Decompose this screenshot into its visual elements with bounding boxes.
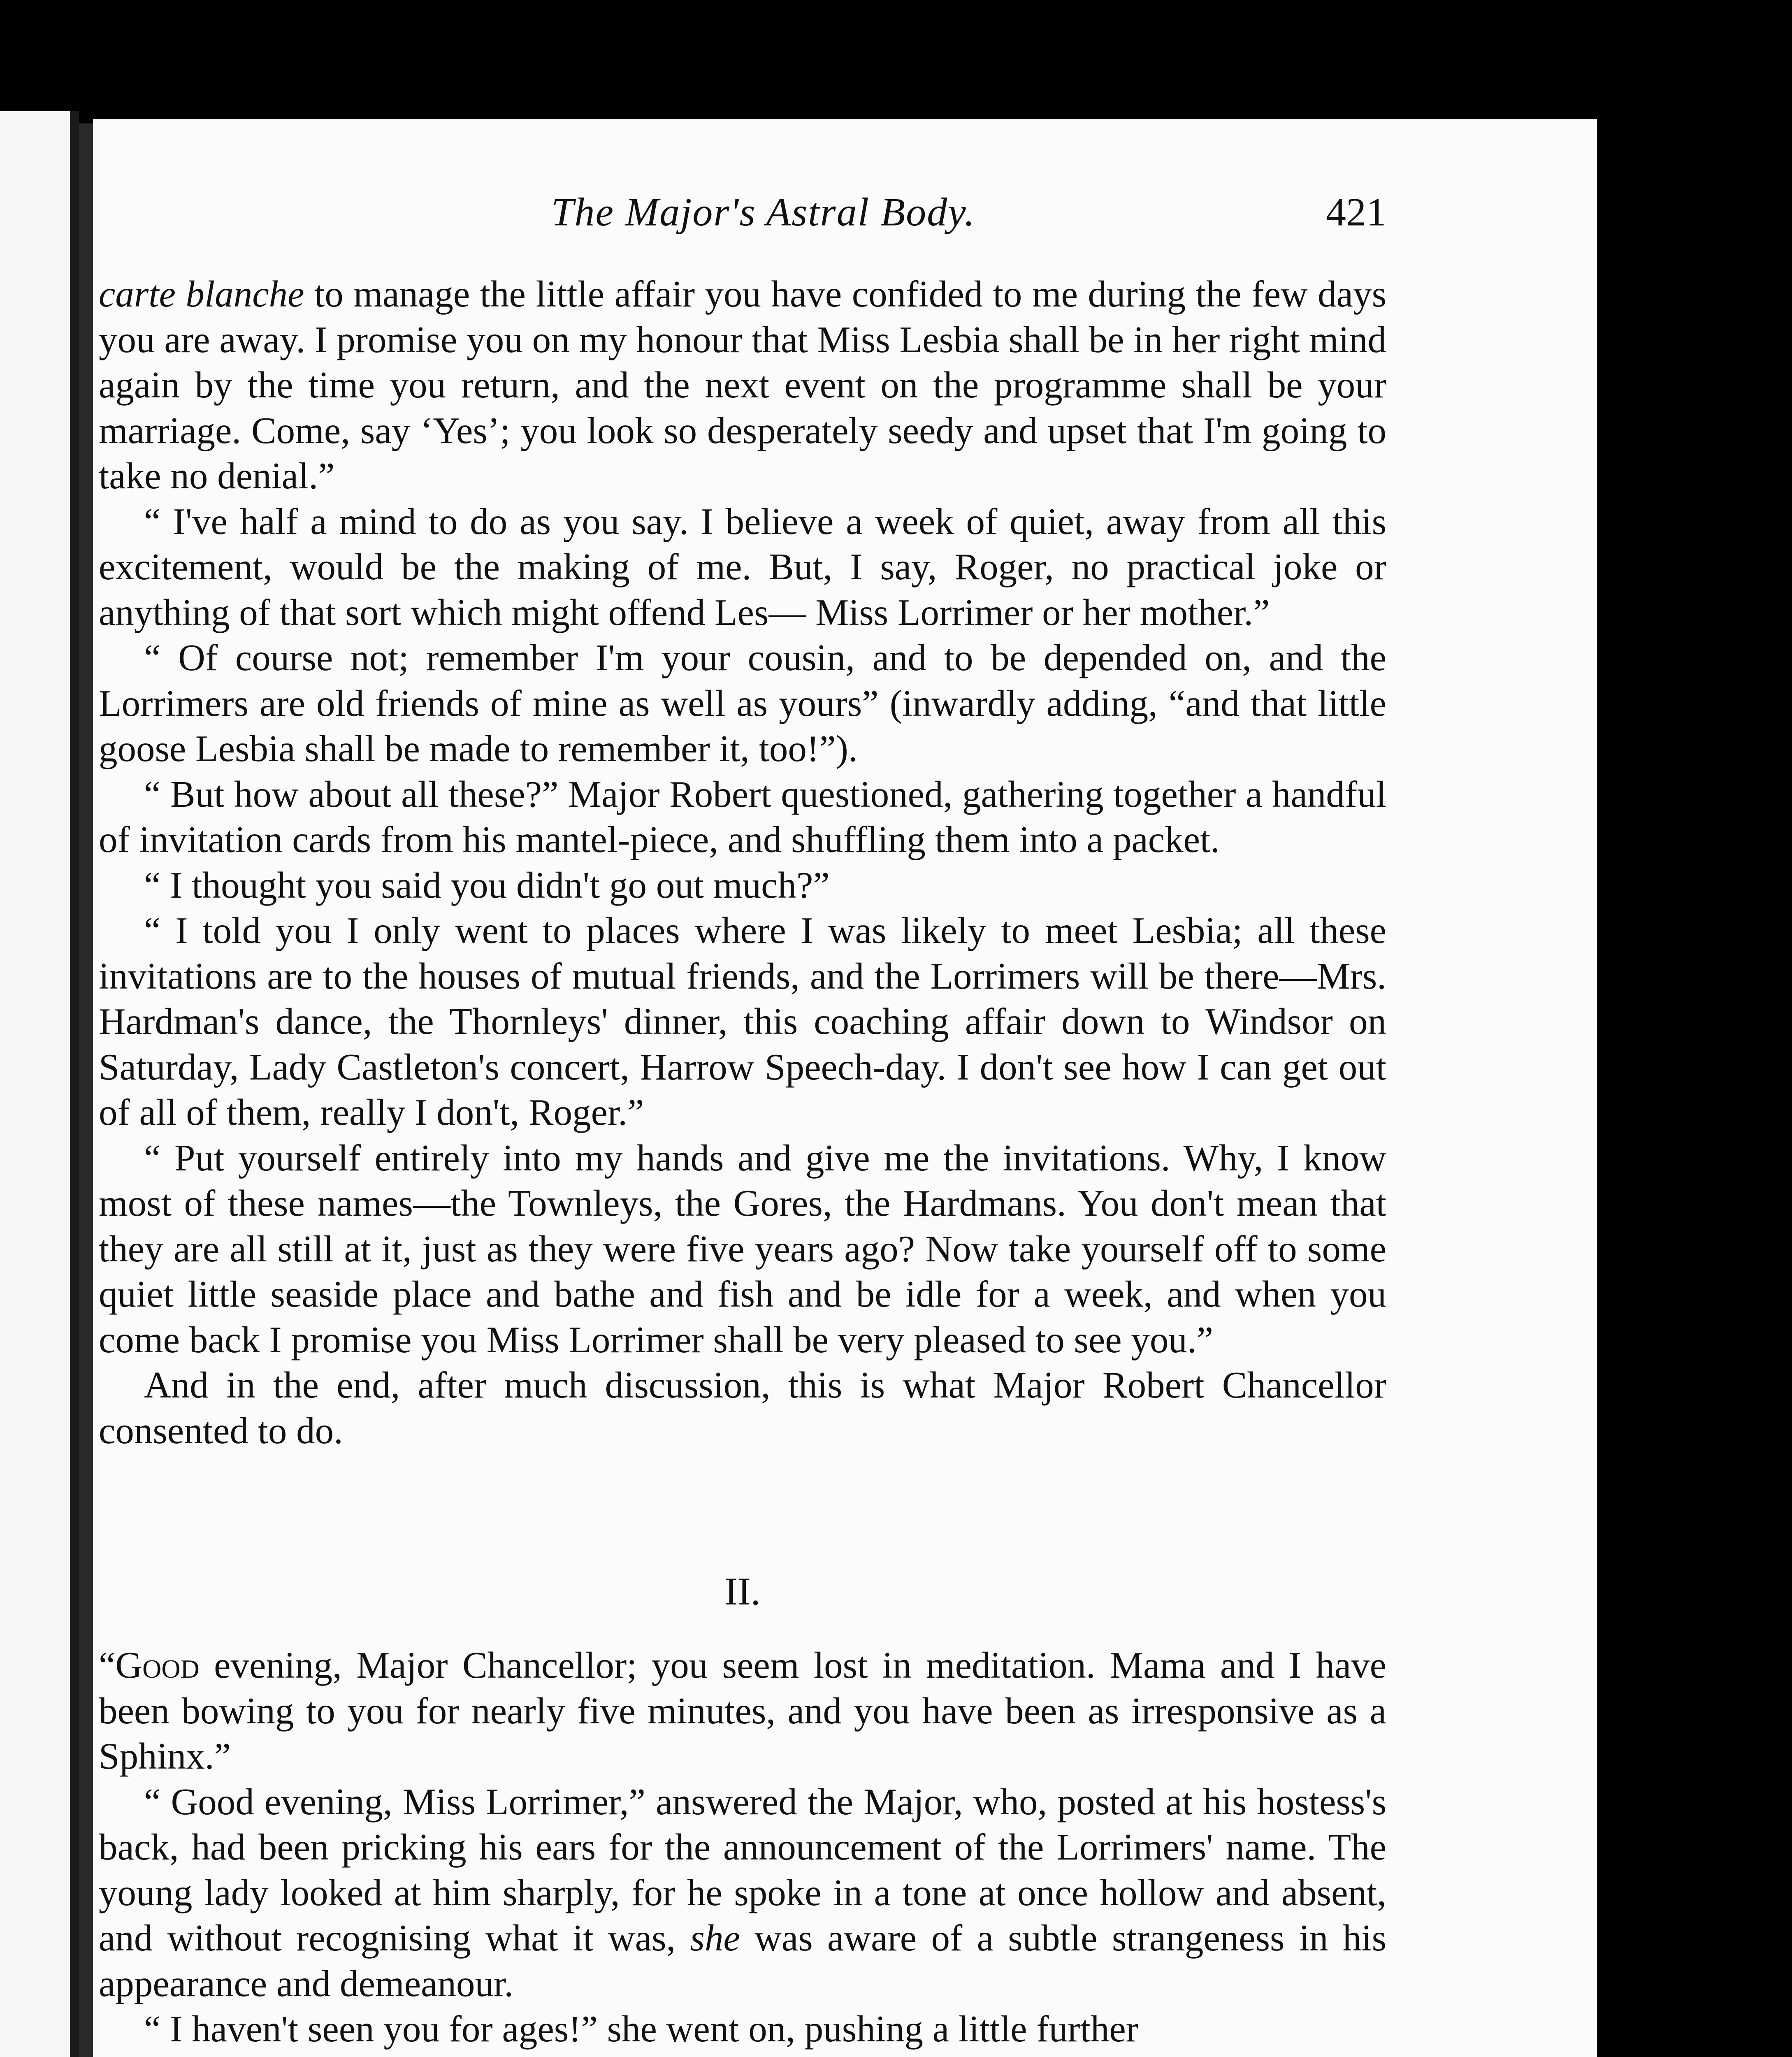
page-number: 421 (1326, 190, 1386, 234)
paragraph-text: to manage the little affair you have confided to me during the few days you are away. I promise you on my honour that Miss Lesbia shall be in her right mind again by the time you return, and the next event on the programme shall be your marriage. Come, say ‘Yes’; you look so desperately seedy and upset that I'm going to take no denial.” (99, 273, 1386, 497)
paragraph: “ But how about all these?” Major Robert questioned, gathering together a handful of invitation cards from his mantel-piece, and shuffling them into a packet. (99, 773, 1386, 860)
running-title: The Major's Astral Body. (551, 190, 975, 234)
paragraph (99, 272, 1386, 499)
book-gutter (79, 123, 93, 2057)
paragraph: “ I thought you said you didn't go out much?” (144, 864, 830, 906)
paragraph: “ Put yourself entirely into my hands and give me the invitations. Why, I know most of these names—the Townleys, the Gores, the Hardmans. You don't mean that they are all still at it, just as they were five years ago? Now take yourself off to some quiet little seaside place and bathe and fish and be idle for a week, and when you come back I promise you Miss Lorrimer shall be very pleased to see you.” (99, 1137, 1386, 1360)
italic-phrase: carte blanche (99, 273, 304, 315)
section-heading: II. (724, 1569, 761, 1613)
running-head (99, 189, 1386, 251)
paragraph: “ Of course not; remember I'm your cousin, and to be depended on, and the Lorrimers are old friends of mine as well as yours” (inwardly adding, “and that little goose Lesbia shall be made to remember it, too!”). (99, 637, 1386, 769)
paragraph: “ I told you I only went to places where I was likely to meet Lesbia; all these invitations are to the houses of mutual friends, and the Lorrimers will be there—Mrs. Hardman's dance, the Thornleys' dinner, this coaching affair down to Windsor on Saturday, Lady Castleton's concert, Harrow Speech-day. I don't see how I can get out of all of them, really I don't, Roger.” (99, 910, 1386, 1133)
paragraph (99, 1643, 1386, 1779)
paragraph-text: was aware of a subtle strangeness in his appearance and demeanour. (99, 1917, 1386, 2004)
facing-page-edge (0, 111, 79, 2057)
paragraph-text: evening, Major Chancellor; you seem lost in meditation. Mama and I have been bowing to you for nearly five minutes, and you have been as irresponsive as a Sphinx.” (99, 1644, 1386, 1777)
paragraph: “ I haven't seen you for ages!” she went on, pushing a little further (144, 2008, 1139, 2050)
small-caps-lead: Good (115, 1644, 200, 1686)
open-quote: “ (99, 1644, 116, 1686)
section-gap (99, 1453, 1386, 1569)
italic-word: she (690, 1917, 740, 1959)
body-text (99, 272, 1386, 2052)
paragraph (99, 1779, 1386, 2007)
paragraph-text: “ Good evening, Miss Lorrimer,” answered the Major, who, posted at his hostess's back, had been pricking his ears for the announcement of the Lorrimers' name. The young lady looked at him sharply, for he spoke in a tone at once hollow and absent, and without recognising what it was, (99, 1781, 1386, 1959)
paragraph: “ I've half a mind to do as you say. I believe a week of quiet, away from all this excitement, would be the making of me. But, I say, Roger, no practical joke or anything of that sort which might offend Les— Miss Lorrimer or her mother.” (99, 500, 1386, 633)
paragraph: And in the end, after much discussion, this is what Major Robert Chancellor consented to do. (99, 1364, 1386, 1451)
